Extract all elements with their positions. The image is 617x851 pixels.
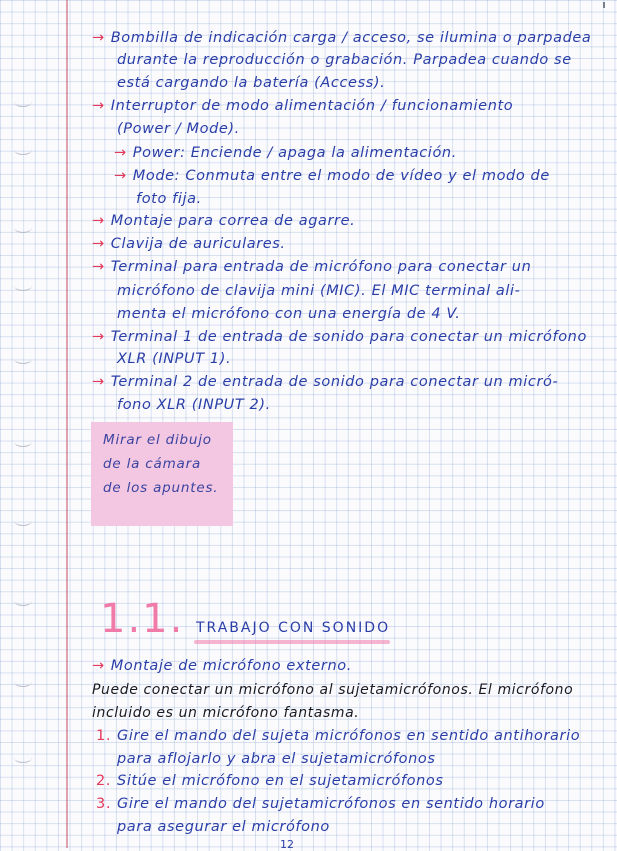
- arrow-icon: →: [92, 329, 105, 345]
- note-text: Gire el mando del sujeta micrófonos en sentido antihorario: [117, 728, 581, 744]
- binder-holes: [0, 0, 40, 848]
- note-line: [117, 397, 271, 413]
- page-number: 12: [280, 838, 294, 851]
- note-line: [117, 306, 460, 322]
- note-text: fono XLR (INPUT 2).: [117, 397, 271, 413]
- note-text: Power: Enciende / apaga la alimentación.: [132, 145, 457, 161]
- step-line: [117, 819, 330, 835]
- binder-hole: [14, 595, 32, 606]
- note-line: [92, 682, 573, 698]
- note-line: [92, 30, 591, 46]
- note-line: [92, 705, 359, 721]
- arrow-icon: →: [92, 259, 105, 275]
- binder-hole: [14, 96, 32, 107]
- binder-hole: [14, 436, 32, 447]
- note-line: [136, 191, 202, 207]
- binder-hole: [14, 353, 32, 364]
- step-number: 3.: [96, 796, 112, 812]
- note-line: [117, 351, 231, 367]
- arrow-icon: →: [92, 213, 105, 229]
- binder-hole: [14, 515, 32, 526]
- section-title: TRABAJO CON SONIDO: [196, 620, 391, 636]
- note-text: Terminal para entrada de micrófono para conectar un: [110, 259, 532, 275]
- step-line: [96, 728, 580, 744]
- note-text: durante la reproducción o grabación. Parpadea cuando se: [117, 52, 572, 68]
- step-number: 1.: [96, 728, 112, 744]
- note-text: Sitúe el micrófono en el sujetamicrófonos: [117, 773, 444, 789]
- note-line: [92, 213, 355, 229]
- arrow-icon: →: [92, 658, 105, 674]
- binder-hole: [14, 280, 32, 291]
- note-text: Bombilla de indicación carga / acceso, se ilumina o parpadea: [110, 30, 592, 46]
- binder-hole: [14, 752, 32, 763]
- step-line: [117, 751, 436, 767]
- note-text: micrófono de clavija mini (MIC). El MIC terminal ali-: [117, 283, 521, 299]
- note-text: foto fija.: [136, 191, 202, 207]
- binder-hole: [14, 676, 32, 687]
- note-text: está cargando la batería (Access).: [117, 75, 386, 91]
- step-line: [96, 773, 444, 789]
- section-number: 1.1.: [100, 596, 185, 642]
- note-text: XLR (INPUT 1).: [117, 351, 232, 367]
- note-text: Interruptor de modo alimentación / funcionamiento: [110, 98, 514, 114]
- note-text: Mode: Conmuta entre el modo de vídeo y el modo de: [132, 168, 550, 184]
- note-text: para asegurar el micrófono: [117, 819, 330, 835]
- note-text: menta el micrófono con una energía de 4 V.: [117, 306, 461, 322]
- sticky-note-line: Mirar el dibujo: [103, 432, 212, 448]
- note-line: [117, 75, 385, 91]
- note-text: Clavija de auriculares.: [110, 236, 286, 252]
- note-text: Puede conectar un micrófono al sujetamicrófonos. El micrófono: [92, 682, 574, 698]
- note-text: Terminal 2 de entrada de sonido para conectar un micró-: [110, 374, 559, 390]
- arrow-icon: →: [92, 30, 105, 46]
- arrow-icon: →: [92, 98, 105, 114]
- step-number: 2.: [96, 773, 112, 789]
- step-line: [96, 796, 545, 812]
- note-text: incluido es un micrófono fantasma.: [92, 705, 360, 721]
- sticky-note-line: de los apuntes.: [103, 480, 219, 496]
- arrow-icon: →: [92, 374, 105, 390]
- note-line: [114, 145, 457, 161]
- note-text: para aflojarlo y abra el sujetamicrófonos: [117, 751, 436, 767]
- note-line: [92, 374, 558, 390]
- sticky-note-line: de la cámara: [103, 456, 202, 472]
- note-line: [92, 259, 531, 275]
- note-text: Gire el mando del sujetamicrófonos en sentido horario: [117, 796, 545, 812]
- note-text: Montaje de micrófono externo.: [110, 658, 352, 674]
- note-line: [117, 283, 521, 299]
- note-text: (Power / Mode).: [117, 121, 240, 137]
- note-line: [117, 52, 572, 68]
- binder-hole: [14, 222, 32, 233]
- note-line: [117, 121, 240, 137]
- note-line: [92, 329, 587, 345]
- binder-hole: [14, 144, 32, 155]
- section-title-highlight: [194, 640, 390, 644]
- margin-line: [66, 0, 68, 848]
- note-line: [92, 236, 286, 252]
- note-line: [92, 658, 352, 674]
- arrow-icon: →: [114, 145, 127, 161]
- arrow-icon: →: [114, 168, 127, 184]
- arrow-icon: →: [92, 236, 105, 252]
- note-line: [114, 168, 550, 184]
- note-text: Terminal 1 de entrada de sonido para conectar un micrófono: [110, 329, 587, 345]
- note-line: [92, 98, 513, 114]
- corner-mark: [603, 2, 605, 8]
- note-text: Montaje para correa de agarre.: [110, 213, 356, 229]
- sticky-note: [91, 422, 233, 526]
